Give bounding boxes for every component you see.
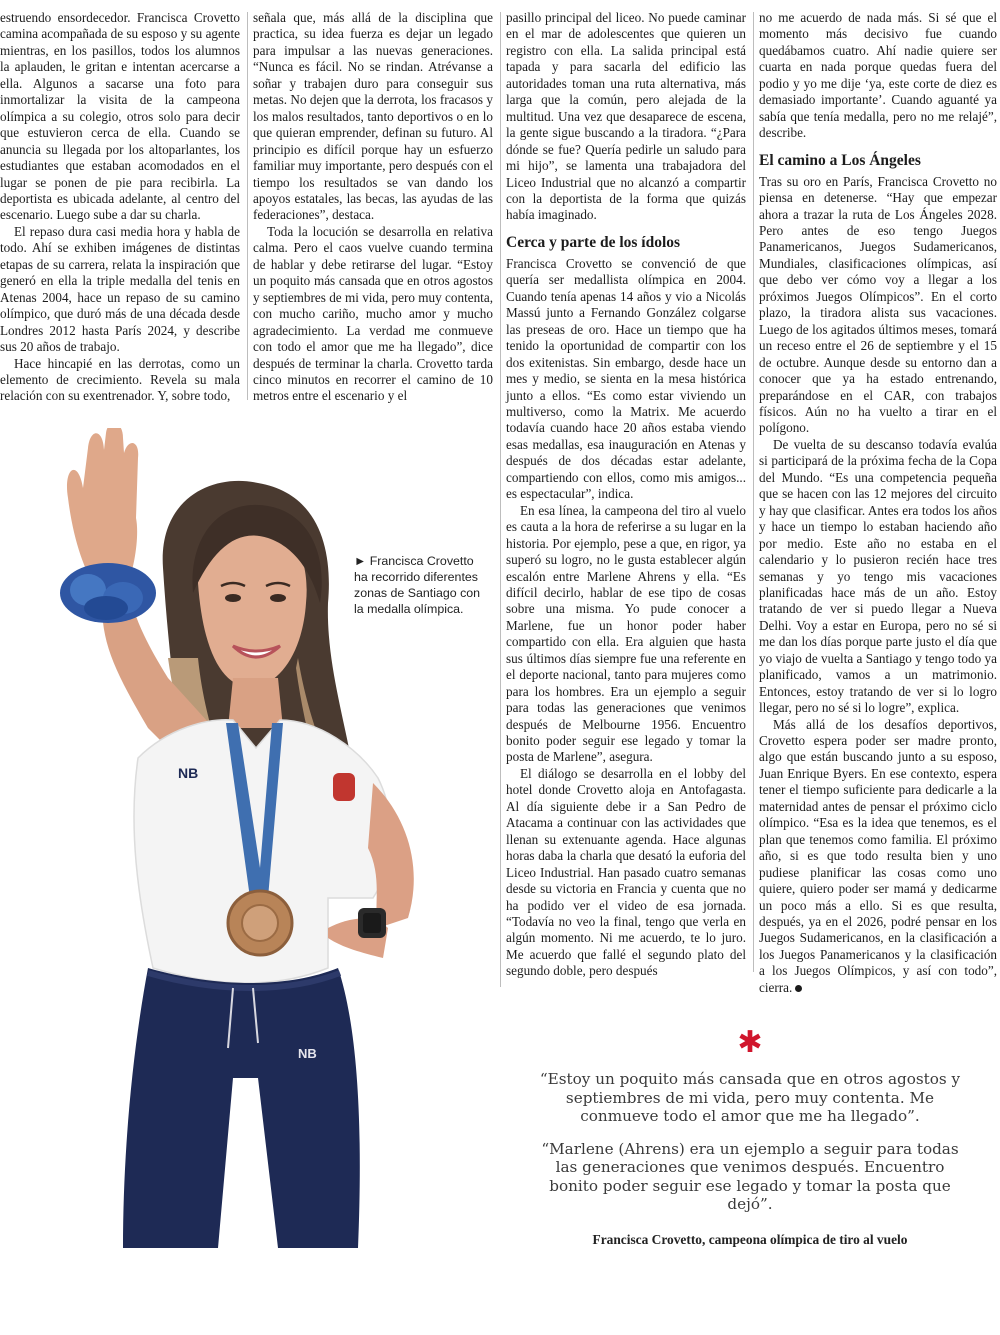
paragraph: señala que, más allá de la disciplina que practica, su idea fuerza es dejar un legado para impulsar a las nuevas generaciones. “Nunca es fácil. No se rindan. Atrévanse a soñar y trabajen duro para conseguir sus metas. No dejen que la derrota, los fracasos y los malos resultados, tanto deportivos o en lo que quieran emprender, definan su futuro. Al principio es difícil porque hay un esfuerzo familiar muy importante, pero después con el tiempo los resultados se van dando los apoyos estatales, las becas, las ayudas de las federaciones”, destaca. bbox=[253, 10, 493, 223]
watch-face bbox=[363, 913, 381, 933]
paragraph: Hace hincapié en las derrotas, como un elemento de crecimiento. Revela su mala relación con su exentrenador. Y, sobre todo, bbox=[0, 355, 240, 404]
paragraph: Francisca Crovetto se convenció de que quería ser medallista olímpica en 2004. Cuando tenía apenas 14 años y vio a Nicolás Massú junto a Fernando González colgarse las preseas de oro. Hace un tiempo que ha tenido la oportunidad de compartir con los dos exitenistas. Sin embargo, desde hace un mes y medio, se sienta en la mesa histórica junto a ellos. “Es como estar viviendo un multiverso, como la Matrix. Me acuerdo todavía cuando hace 20 años estaba viendo esas medallas, esa inauguración en Atenas y después de dos décadas estar adelante, compartiendo con ellos, como mis amigos... es espectacular”, indica. bbox=[506, 255, 746, 502]
article-column-4 bbox=[759, 10, 997, 996]
paragraph: no me acuerdo de nada más. Si sé que el momento más decisivo fue cuando quedábamos cuatro. Ahí nadie quiere ser cuarta en nada porque quedas fuera del podio y yo me dije ‘ya, este corte de diez es demasiado importante’. Cuando aguanté ya sabía que tenía medalla, pero no me relajé”, describe. bbox=[759, 10, 997, 141]
athlete-photo bbox=[28, 428, 488, 1248]
eye bbox=[270, 594, 286, 602]
column-rule bbox=[753, 12, 754, 972]
paragraph: El repaso dura casi media hora y habla de todo. Ahí se exhiben imágenes de distintas etapas de su carrera, relata la inspiración que generó en ella la triple medalla del tenis en Atenas 2004, hace un repaso de su camino olímpico, que duró más de una década desde Londres 2012 hasta París 2024, y describe sus 20 años de trabajo. bbox=[0, 223, 240, 355]
paragraph: estruendo ensordecedor. Francisca Crovetto camina acompañada de su esposo y su agente mientras, en los pasillos, todos los alumnos la aplauden, le gritan e intentan acercarse a ella. Algunos a sacarse una foto para inmortalizar la visita de la campeona olímpica a su colegio, otros solo para decir que estuvieron cerca de ella. Cuando se anuncia su llegada por los altoparlantes, los estudiantes que estaban acomodados en el lugar se ponen de pie para recibirla. La deportista es ubicada adelante, al centro del escenario. Luego sube a dar su charla. bbox=[0, 10, 240, 223]
paragraph: El diálogo se desarrolla en el lobby del hotel donde Crovetto aloja en Antofagasta. Al día siguiente debe ir a San Pedro de Atacama a continuar con las actividades que llenan su extenuante agenda. Hace algunas horas daba la charla que desató la euforia del Liceo Industrial. Han pasado cuatro semanas desde su victoria en Francia y cuenta que no ha podido ver el video de esa jornada. “Todavía no veo la final, tengo que verla en algún momento. Ni me acuerdo, te lo juro. Me acuerdo que fallé el segundo plato del segundo doble, pero después bbox=[506, 765, 746, 979]
section-heading: Cerca y parte de los ídolos bbox=[506, 233, 681, 251]
column-rule bbox=[247, 12, 248, 400]
article-column-1 bbox=[0, 10, 240, 405]
pull-quote bbox=[530, 1025, 970, 1248]
medal-center bbox=[242, 905, 278, 941]
paragraph: En esa línea, la campeona del tiro al vuelo es cauta a la hora de referirse a su lugar en la historia. Por ejemplo, pese a que, en rigor, ya superó su logro, no le gusta establecer algún escalón entre Marlene Ahrens y ella. “Es difícil decirlo, hablar de ese tipo de cosas sobre una misma. Yo pude conocer a Marlene, fue un honor poder haber compartido con ella. Era alguien que hasta sus últimos días siempre fue una referente en el deporte nacional, tanto para mujeres como para los hombres. Era un ejemplo a seguir para todas las generaciones que venimos después de Melbourne 1956. Encuentro bonito poder seguir ese legado y tomar la posta de Marlene”, asegura. bbox=[506, 502, 746, 765]
end-mark-icon bbox=[795, 985, 802, 992]
paragraph: Toda la locución se desarrolla en relativa calma. Pero el caos vuelve cuando termina de hablar y debe retirarse del lugar. “Estoy un poquito más cansada que en otros agostos y septiembres de mi vida, pero muy contenta, con mucho cariño, mucho amor y mucho agradecimiento. La verdad me conmueve con todo el amor que me ha llegado”, dice después de terminar la charla. Crovetto tarda cinco minutos en recorrer el camino de 10 metros entre el escenario y el bbox=[253, 223, 493, 404]
column-rule bbox=[500, 12, 501, 987]
brand-logo: NB bbox=[178, 765, 199, 781]
flag-patch bbox=[333, 773, 355, 801]
scrunchie bbox=[60, 563, 156, 623]
paragraph: De vuelta de su descanso todavía evalúa si participará de la próxima fecha de la Copa del Mundo. “Es una competencia pequeña que se hacen con las 12 mejores del circuito y hay que clasificar. Antes era todos los años y hace un tiempo lo estaban haciendo año por medio. Este año no estaba en el calendario y lo pusieron recién hace tres semanas y yo tengo mis vacaciones planificadas hace más de un año. Estoy tratando de ver si puedo llegar a Nueva Delhi. Voy a estar en Europa, pero no sé si me dan los días porque parte justo el día que yo viajo de vuelta a Santiago y tengo todo ya planificado, vamos a un matrimonio. Entonces, estoy tratando de ver si lo logro llegar, pero no sé si lo logre”, explica. bbox=[759, 436, 997, 716]
photo-caption: ► Francisca Crovetto ha recorrido diferentes zonas de Santiago con la medalla olímpica. bbox=[354, 554, 481, 616]
pull-quote-text: “Marlene (Ahrens) era un ejemplo a seguir para todas las generaciones que venimos después. Encuentro bonito poder seguir ese legado y tomar la posta que dejó”. bbox=[541, 1139, 959, 1213]
paragraph: pasillo principal del liceo. No puede caminar en el mar de adolescentes que quieren un registro con ella. La salida principal está tapada y para sacarla del edificio las autoridades toman una ruta alternativa, más larga que la común, pero alejada de la multitud. Una vez que desaparece de escena, la gente sigue buscando a la tiradora. “¿Para dónde se fue? Quería pedirle un saludo para mi hijo”, se lamenta una trabajadora del Liceo Industrial que no alcanzó a compartir con la deportista de la forma que quizás había imaginado. bbox=[506, 10, 746, 223]
pull-quote-attribution: Francisca Crovetto, campeona olímpica de tiro al vuelo bbox=[592, 1231, 908, 1247]
neck bbox=[228, 678, 283, 728]
paragraph-text: Más allá de los desafíos deportivos, Crovetto espera poder ser madre pronto, algo que están buscando junto a su esposo, Juan Enrique Byers. En ese contexto, espera tener el tiempo suficiente para dedicarle a la maternidad antes de pensar el próximo ciclo olímpico. “Esa es la idea que tenemos, es el plan que tenemos como familia. El próximo año, si es que todo resulta bien y uno pudiese planificar las cosas como uno quiere, quiero poder ser mamá y dedicarme un poco más a ello. Si es que resulta, después, ya en el 2026, podré pensar en los Juegos Sudamericanos, en la clasificación a los Juegos Panamericanos y la clasificación a los Juegos Olímpicos, y así con todo”, cierra. bbox=[759, 716, 997, 995]
pants bbox=[123, 968, 360, 1248]
section-heading: El camino a Los Ángeles bbox=[759, 151, 921, 169]
paragraph bbox=[759, 717, 997, 997]
article-column-3 bbox=[506, 10, 746, 980]
hip-arm bbox=[368, 783, 414, 928]
article-column-2 bbox=[253, 10, 493, 405]
eye bbox=[225, 594, 241, 602]
pants-logo: NB bbox=[298, 1046, 317, 1061]
pull-quote-text: “Estoy un poquito más cansada que en otros agostos y septiembres de mi vida, pero muy contenta. Me conmueve todo el amor que me ha llegado”. bbox=[539, 1070, 961, 1125]
asterisk-icon: ✱ bbox=[737, 1025, 763, 1060]
paragraph: Tras su oro en París, Francisca Crovetto no piensa en detenerse. “Hay que empezar ahora a trazar la ruta de Los Ángeles 2028. Pero antes de eso tengo Juegos Panamericanos, Juegos Sudamericanos, Mundiales, clasificaciones olímpicas, así que debo ver cómo voy a llegar a los próximos Juegos Olímpicos”. En el corto plazo, la tiradora alista sus vacaciones. Luego de los agitados últimos meses, tomará un receso entre el 26 de septiembre y el 15 de octubre. Aunque desde su entorno dan a conocer que ya ha estado entrenando, preparándose en el CAR, con trabajos físicos. Aún no ha vuelto a tirar en el polígono. bbox=[759, 173, 997, 436]
